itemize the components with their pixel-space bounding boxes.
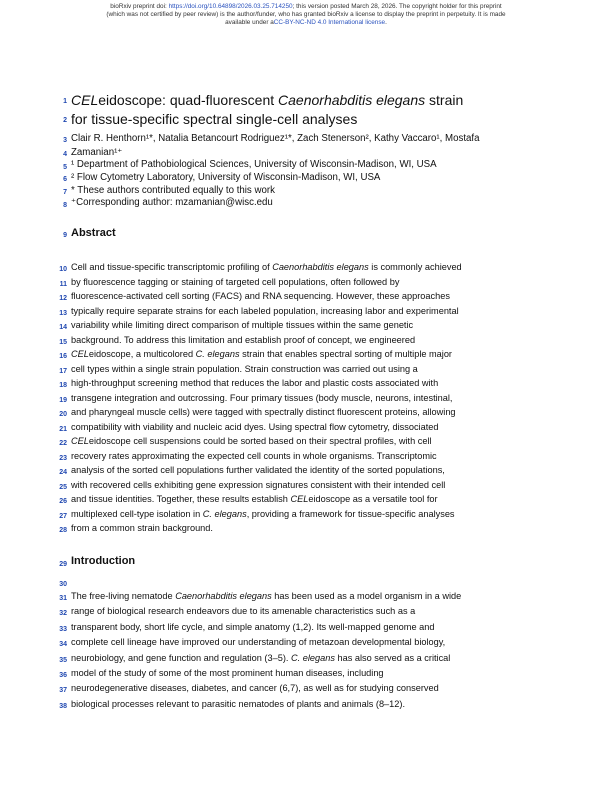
introduction-line xyxy=(71,683,439,693)
text-run: by fluorescence tagging or staining of targeted cell populations, often followed by xyxy=(71,276,400,287)
line-number: 10 xyxy=(59,266,67,273)
line-number: 28 xyxy=(59,527,67,534)
author-list-cont: Zamanian¹⁺ xyxy=(71,147,123,158)
abstract-line xyxy=(71,422,438,432)
text-run: multiplexed cell-type isolation in xyxy=(71,508,203,519)
line-number: 34 xyxy=(59,641,67,649)
abstract-line xyxy=(71,277,399,287)
text-run: range of biological research endeavors due to its amenable characteristics such as a xyxy=(71,606,416,617)
line-number: 35 xyxy=(59,656,67,664)
author-list: Clair R. Henthorn¹*, Natalia Betancourt Rodriguez¹*, Zach Stenerson², Kathy Vaccaro¹, Mostafa xyxy=(71,133,480,144)
abstract-line xyxy=(71,364,418,374)
text-run: biological processes relevant to parasitic nematodes of plants and animals (8–12). xyxy=(71,698,405,709)
italic-term: CEL xyxy=(71,349,89,359)
abstract-heading: Abstract xyxy=(71,227,116,239)
text-run: neurodegenerative diseases, diabetes, and cancer (6,7), as well as for studying conserved xyxy=(71,683,439,694)
introduction-line xyxy=(71,653,450,663)
text-run: model of the study of some of the most prominent human diseases, including xyxy=(71,668,384,678)
text-run: has been used as a model organism in a wide xyxy=(271,591,462,601)
text-run: neurobiology, and gene function and regulation (3–5). xyxy=(71,652,291,663)
line-number: 31 xyxy=(59,595,67,602)
introduction-line xyxy=(71,591,461,601)
text-run: and pharyngeal muscle cells) were tagged with spectrally distinct fluorescent proteins, allowing xyxy=(71,407,456,417)
text-run: is commonly achieved xyxy=(368,262,462,272)
italic-term: Caenorhabditis elegans xyxy=(272,262,369,272)
preprint-header xyxy=(30,3,582,27)
abstract-line xyxy=(71,523,213,533)
text-run: eidoscope, a multicolored xyxy=(88,349,196,359)
abstract-line xyxy=(71,349,452,359)
header-text: . xyxy=(385,19,387,26)
title-line-1 xyxy=(71,92,463,108)
title-text: eidoscope: quad-fluorescent xyxy=(98,92,279,108)
introduction-line xyxy=(71,637,445,647)
text-run: recovery rates approximating the expected cell counts in whole organisms. Transcriptomic xyxy=(71,450,437,461)
line-number: 13 xyxy=(59,309,67,317)
line-number: 19 xyxy=(59,396,67,404)
text-run: eidoscope cell suspensions could be sorted based on their spectral profiles, with cell xyxy=(88,436,432,446)
line-number: 37 xyxy=(59,687,67,695)
line-number: 9 xyxy=(63,232,67,239)
italic-term: C. elegans xyxy=(202,508,247,519)
title-italic: CEL xyxy=(71,92,99,108)
italic-term: C. elegans xyxy=(195,349,240,359)
text-run: transparent body, short life cycle, and simple anatomy (1,2). Its well-mapped genome and xyxy=(71,621,435,632)
text-run: typically require separate strains for each labeled population, increasing labor and experimental xyxy=(71,305,459,316)
text-run: variability while limiting direct comparison of multiple tissues within the same genetic xyxy=(71,320,414,330)
text-run: eidoscope as a versatile tool for xyxy=(308,494,438,504)
title-line-2: for tissue-specific spectral single-cell analyses xyxy=(71,111,358,127)
abstract-line xyxy=(71,320,413,330)
line-number: 38 xyxy=(59,702,67,710)
text-run: transgene integration and outcrossing. Four primary tissues (body muscle, neurons, intestinal, xyxy=(71,392,453,403)
abstract-line xyxy=(71,436,432,446)
line-number: 17 xyxy=(59,367,67,375)
line-number: 24 xyxy=(59,469,67,476)
line-number: 27 xyxy=(59,512,67,520)
abstract-line xyxy=(71,494,438,504)
italic-term: Caenorhabditis elegans xyxy=(175,591,272,601)
text-run: strain that enables spectral sorting of multiple major xyxy=(239,349,452,359)
line-number: 12 xyxy=(59,295,67,302)
introduction-line xyxy=(71,699,405,709)
line-number: 4 xyxy=(63,151,67,158)
equal-contribution-note: * These authors contributed equally to this work xyxy=(71,185,275,196)
abstract-line xyxy=(71,393,452,403)
text-run: complete cell lineage have improved our understanding of metazoan developmental biology, xyxy=(71,637,446,648)
abstract-line xyxy=(71,407,456,417)
abstract-line xyxy=(71,335,415,345)
line-number: 21 xyxy=(59,425,67,433)
text-run: Cell and tissue-specific transcriptomic profiling of xyxy=(71,262,273,272)
line-number: 25 xyxy=(59,483,67,491)
abstract-line xyxy=(71,509,455,519)
title-italic: Caenorhabditis elegans xyxy=(278,92,426,108)
abstract-line xyxy=(71,378,438,388)
line-number: 30 xyxy=(59,581,67,588)
text-run: high-throughput screening method that reduces the labor and plastic costs associated with xyxy=(71,378,439,388)
line-number: 16 xyxy=(59,353,67,360)
text-run: , providing a framework for tissue-specific analyses xyxy=(246,508,455,519)
italic-term: CEL xyxy=(71,436,89,446)
line-number: 33 xyxy=(59,625,67,633)
introduction-line xyxy=(71,622,434,632)
introduction-line xyxy=(71,668,384,678)
affiliation-1: ¹ Department of Pathobiological Sciences, University of Wisconsin-Madison, WI, USA xyxy=(71,159,437,170)
introduction-heading: Introduction xyxy=(71,555,136,567)
line-number: 5 xyxy=(63,164,67,171)
abstract-line xyxy=(71,451,437,461)
abstract-line xyxy=(71,291,450,301)
introduction-line xyxy=(71,606,415,616)
line-number: 1 xyxy=(63,98,67,105)
header-text: ; this version posted March 28, 2026. The copyright holder for this preprint xyxy=(292,3,502,10)
abstract-line xyxy=(71,262,462,272)
line-number: 11 xyxy=(59,280,67,288)
text-run: from a common strain background. xyxy=(71,523,213,533)
text-run: cell types within a single strain population. Strain construction was carried out using a xyxy=(71,363,418,374)
text-run: fluorescence-activated cell sorting (FACS) and RNA sequencing. However, these approaches xyxy=(71,291,450,301)
line-number: 23 xyxy=(59,454,67,462)
line-number: 18 xyxy=(59,382,67,389)
line-number: 15 xyxy=(59,338,67,346)
line-number: 14 xyxy=(59,324,67,331)
text-run: and tissue identities. Together, these results establish xyxy=(71,494,291,504)
header-text: available under a xyxy=(225,19,274,26)
line-number: 2 xyxy=(63,117,67,124)
line-number: 6 xyxy=(63,176,67,183)
text-run: The free-living nematode xyxy=(71,591,176,601)
abstract-line xyxy=(71,480,445,490)
affiliation-2: ² Flow Cytometry Laboratory, University of Wisconsin-Madison, WI, USA xyxy=(71,172,381,183)
text-run: has also served as a critical xyxy=(334,652,451,663)
text-run: with recovered cells exhibiting gene expression signatures consistent with their intended cell xyxy=(71,479,446,490)
header-text: (which was not certified by peer review) is the author/funder, who has granted bioRxiv a license to display the preprint in perpetuity. It is made xyxy=(106,11,506,18)
title-text: strain xyxy=(425,92,464,108)
abstract-line xyxy=(71,306,459,316)
line-number: 8 xyxy=(63,202,67,209)
header-text: bioRxiv preprint doi: xyxy=(110,3,169,10)
line-number: 29 xyxy=(59,561,67,568)
text-run: compatibility with viability and nucleic acid dyes. Using spectral flow cytometry, dissociated xyxy=(71,421,439,432)
line-number: 7 xyxy=(63,189,67,196)
license-link[interactable]: CC-BY-NC-ND 4.0 International license xyxy=(273,19,386,26)
line-number: 36 xyxy=(59,672,67,679)
corresponding-author: ⁺Corresponding author: mzamanian@wisc.edu xyxy=(71,197,273,208)
line-number: 26 xyxy=(59,498,67,505)
text-run: background. To address this limitation and establish proof of concept, we engineered xyxy=(71,334,416,345)
line-number: 3 xyxy=(63,137,67,144)
text-run: analysis of the sorted cell populations further validated the identity of the sorted populations, xyxy=(71,465,445,475)
italic-term: CEL xyxy=(290,494,309,504)
line-number: 32 xyxy=(59,610,67,618)
italic-term: C. elegans xyxy=(290,652,335,663)
doi-link[interactable]: https://doi.org/10.64898/2026.03.25.714250 xyxy=(168,3,293,10)
line-number: 22 xyxy=(59,440,67,447)
line-number: 20 xyxy=(59,411,67,418)
abstract-line xyxy=(71,465,445,475)
